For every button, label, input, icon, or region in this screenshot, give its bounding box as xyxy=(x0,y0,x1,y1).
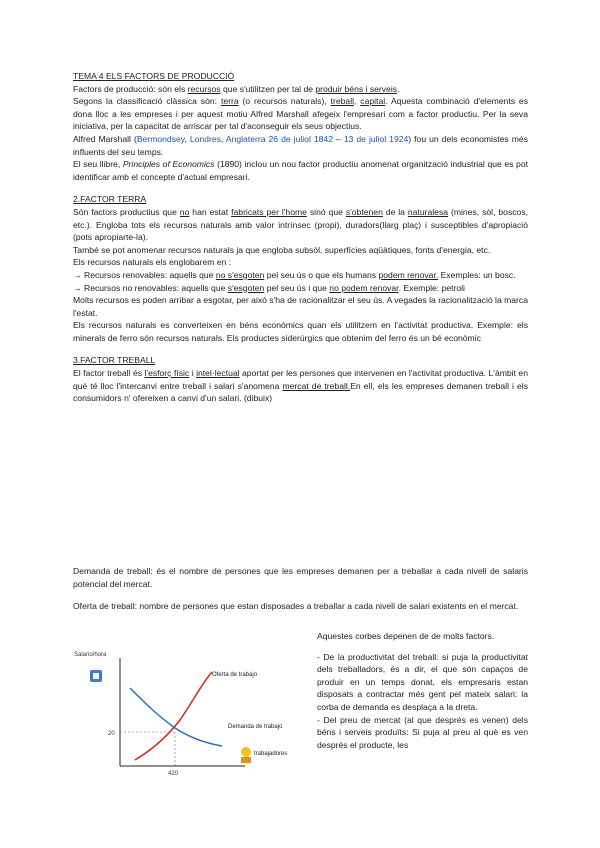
paragraph: Els recursos naturals els englobarem en : xyxy=(73,257,232,268)
document-body xyxy=(73,70,528,405)
section-title-terra: 2.FACTOR TERRA xyxy=(73,194,147,205)
supply-curve xyxy=(135,672,212,760)
demand-curve xyxy=(130,688,222,746)
paragraph: Segons la classificació clàssica són: terra (o recursos naturals), treball, capital. Aquesta combinació d'elements es dona lloc a les empreses i per aquest motiu Alfred Marshall afegeix l'empresari com a factor productiu. Per la seva iniciativa, per la capacitat de arriscar per tal d'aconseguir els seus objectius. xyxy=(73,96,528,132)
paragraph: Aquestes corbes depenen de de molts factors. xyxy=(317,631,495,641)
link[interactable]: 1924 xyxy=(389,133,409,144)
list-item: → Recursos renovables: aquells que no s'esgoten pel seu ús o que els humans podem renovar. Exemples: un bosc. xyxy=(73,269,516,280)
clipboard-icon-inner xyxy=(93,673,99,679)
worker-icon xyxy=(241,747,251,757)
paragraph: Alfred Marshall (Bermondsey, Londres, Anglaterra 26 de juliol 1842 – 13 de juliol 1924) fou un dels economistes més influents del seu temps. xyxy=(73,133,528,157)
definitions xyxy=(73,565,528,613)
paragraph: També se pot anomenar recursos naturals ja que engloba subsòl, superfícies aqüàtiques, fonts d'energia, etc. xyxy=(73,244,491,255)
demand-label: Demanda de trabajo xyxy=(228,724,283,730)
paragraph: Factors de producció: són els recursos que s'utilitzen per tal de produir béns i serveis. xyxy=(73,83,400,94)
link[interactable]: 1842 xyxy=(313,133,333,144)
supply-label: Oferta de trabajo xyxy=(212,672,258,678)
paragraph: - De la productivitat del treball: si puja la productivitat dels treballadors, és a dir, el que són capaços de produir en un temps donat, els empresaris estan disposats a contractar més gent pel mateix salari: la corba de demanda es desplaça a la dreta. xyxy=(317,651,528,712)
worker-icon-body xyxy=(241,757,251,763)
paragraph: El seu llibre, Principles of Economics (1890) inclou un nou factor productiu anomenat organització industrial que es pot identificar amb el concepte d'actual empresari. xyxy=(73,159,528,182)
paragraph: Són factors productius que no han estat fabricats per l'home sinó que s'obtenen de la naturalesa (mines, sòl, boscos, etc.). Engloba tots els recursos naturals amb valor intrínsec (propi), duradors(llarg plaç) i susceptibles d'apropiació (pots apropiarte-la). xyxy=(73,206,528,243)
y-axis-label: Salario/hora xyxy=(74,652,107,658)
labor-market-chart xyxy=(74,648,288,780)
x-tick-label: 420 xyxy=(168,771,179,777)
paragraph: El factor treball és l'esforç físic i intel·lectual aportat per les persones que intervenen en l'activitat productiva. L'àmbit en què té lloc l'intercanvi entre treball i salari s'anomena mercat de treball.En ell, els les empreses demanen treball i els consumidors n' ofereixen a canvi d'un salari. (dibuix) xyxy=(73,368,528,404)
list-item: → Recursos no renovables: aquells que s'esgoten pel seu ús i que no podem renovar. Exemple: petroli xyxy=(73,282,465,293)
curves-explanation xyxy=(317,630,528,751)
paragraph: Els recursos naturals es converteixen en béns econòmics quan els utilitzem en l'activitat productiva. Exemple: els minerals de ferro són recursos naturals. Els productes siderúrgics que obtenim del ferro és un bé econòmic xyxy=(73,320,528,343)
section-title-factors: TEMA 4 ELS FACTORS DE PRODUCCIÓ xyxy=(73,71,235,81)
link[interactable]: Anglaterra xyxy=(225,133,266,144)
paragraph-supply: Oferta de treball: nombre de persones que estan disposades a treballar a cada nivell de salari existents en el mercat. xyxy=(73,601,519,612)
chart-svg xyxy=(74,648,288,780)
paragraph: Molts recursos es poden arribar a esgotar, per això s'ha de racionalitzar el seu ús. A vegades la racionalització la marca l'estat. xyxy=(73,295,528,318)
paragraph: - Del preu de mercat (al que després es venen) dels béns i serveis produïts: Si puja al preu al què es ven després el producte, les xyxy=(317,714,528,750)
link[interactable]: 13 de juliol xyxy=(343,133,387,144)
paragraph-demand: Demanda de treball: és el nombre de persones que les empreses demanen per a treballar a cada nivell de salaris potencial del mercat. xyxy=(73,566,528,589)
x-axis-label: trabajadores xyxy=(254,751,288,757)
y-tick-label: 20 xyxy=(108,731,115,737)
link[interactable]: Bermondsey xyxy=(136,133,185,144)
link[interactable]: 26 de juliol xyxy=(268,133,311,144)
section-title-treball: 3.FACTOR TREBALL xyxy=(73,355,156,366)
link[interactable]: Londres xyxy=(189,133,221,144)
